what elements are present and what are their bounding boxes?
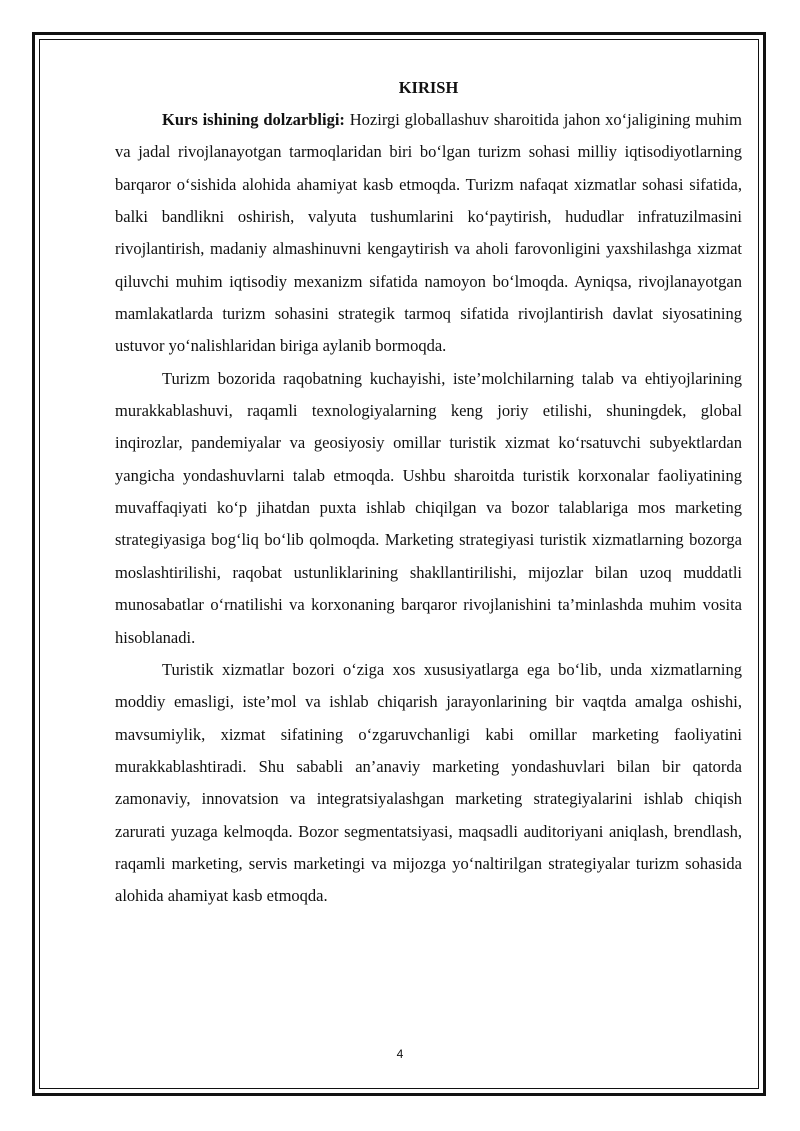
paragraph-text: Hozirgi globallashuv sharoitida jahon xo‘jaligining muhim va jadal rivojlanayotgan tarmoqlaridan biri bo‘lgan turizm sohasi milliy iqtisodiyotlarning barqaror o‘sishida alohida ahamiyat kasb etmoqda. Turizm nafaqat xizmatlar sohasi sifatida, balki bandlikni oshirish, valyuta tushumlarini ko‘paytirish, hududlar infratuzilmasini rivojlantirish, madaniy almashinuvni kengaytirish va aholi farovonligini yaxshilashga xizmat qiluvchi muhim iqtisodiy mexanizm sifatida namoyon bo‘lmoqda. Ayniqsa, rivojlanayotgan mamlakatlarda turizm sohasini strategik tarmoq sifatida rivojlantirish davlat siyosatining ustuvor yo‘nalishlaridan biriga aylanib bormoqda. [115,110,742,356]
page-number: 4 [396,1047,404,1061]
page-content [115,72,742,913]
section-heading: KIRISH [398,78,459,97]
paragraph-service-market: Turistik xizmatlar bozori o‘ziga xos xususiyatlarga ega bo‘lib, unda xizmatlarning moddiy emasligi, iste’mol va ishlab chiqarish jarayonlarining bir vaqtda amalga oshishi, mavsumiylik, xizmat sifatining o‘zgaruvchanligi kabi omillar marketing faoliyatini murakkablashtiradi. Shu sababli an’anaviy marketing yondashuvlari bilan bir qatorda zamonaviy, innovatsion va integratsiyalashgan marketing strategiyalarini ishlab chiqish zarurati yuzaga kelmoqda. Bozor segmentatsiyasi, maqsadli auditoriyani aniqlash, brendlash, raqamli marketing, servis marketingi va mijozga yo‘naltirilgan strategiyalar turizm sohasida alohida ahamiyat kasb etmoqda. [115,659,742,906]
paragraph-market-competition: Turizm bozorida raqobatning kuchayishi, iste’molchilarning talab va ehtiyojlarining murakkablashuvi, raqamli texnologiyalarning keng joriy etilishi, shuningdek, global inqirozlar, pandemiyalar va geosiyosiy omillar turistik xizmat ko‘rsatuvchi subyektlardan yangicha yondashuvlarni talab etmoqda. Ushbu sharoitda turistik korxonalar faoliyatining muvaffaqiyati ko‘p jihatdan puxta ishlab chiqilgan va bozor talablariga mos marketing strategiyasiga bog‘liq bo‘lib qolmoqda. Marketing strategiyasi turistik xizmatlarning bozorga moslashtirilishi, raqobat ustunliklarining shakllantirilishi, mijozlar bilan uzoq muddatli munosabatlar o‘rnatilishi va korxonaning barqaror rivojlanishini ta’minlashda muhim vosita hisoblanadi. [115,368,742,647]
paragraph-lead: Kurs ishining dolzarbligi: [162,110,345,129]
paragraph-relevance [115,104,742,363]
